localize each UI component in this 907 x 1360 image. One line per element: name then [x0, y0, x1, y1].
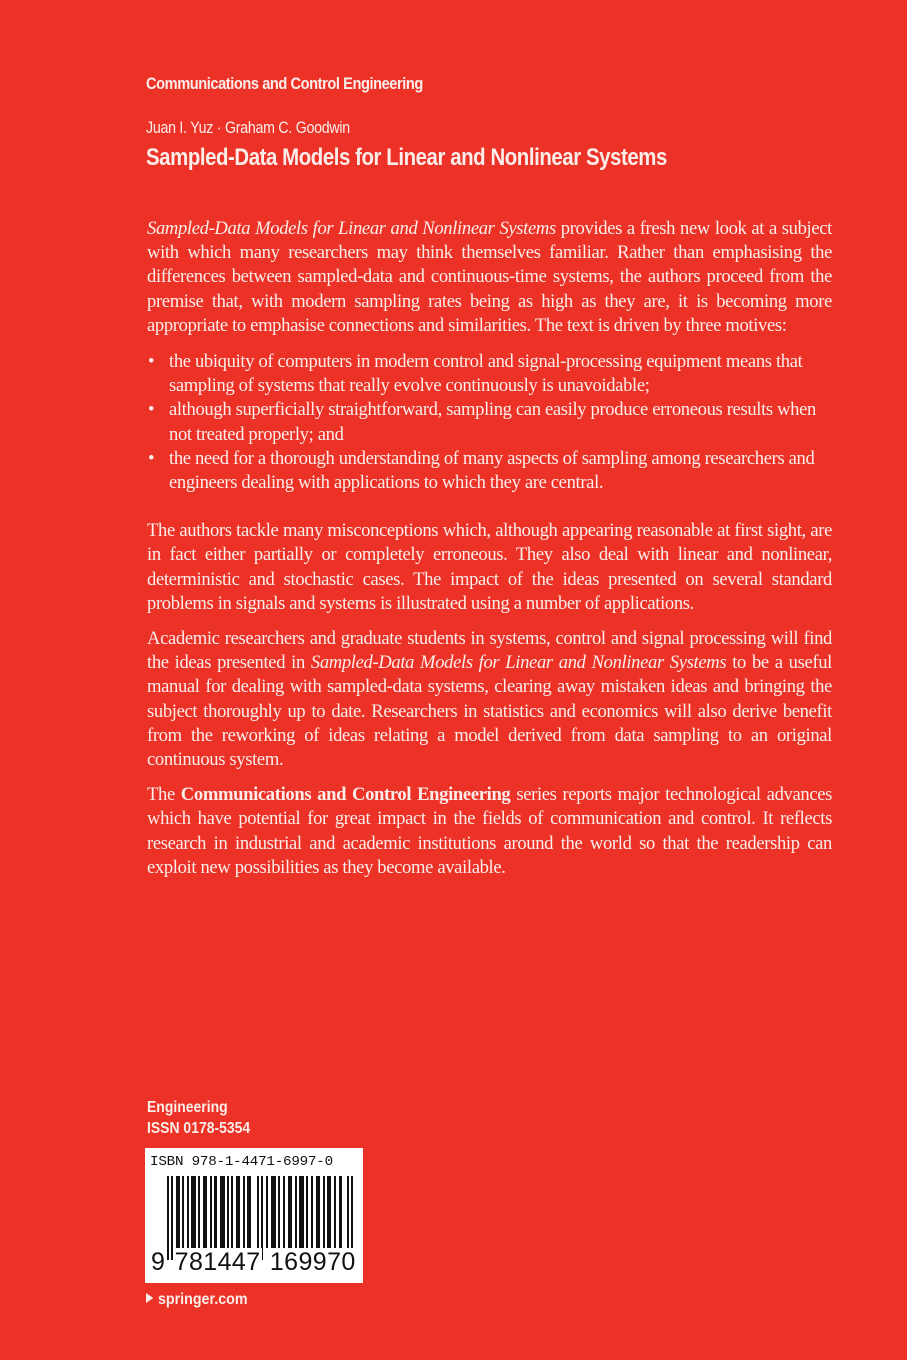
subject-category: Engineering — [147, 1099, 228, 1116]
audience-paragraph: Academic researchers and graduate students in systems, control and signal processing will find the ideas presented in Sampled-Data Models for Linear and Nonlinear Systems to be a useful manual for dealing with sampled-data systems, clearing away mistaken ideas and bringing the subject thoroughly up to date. Researchers in statistics and economics will also derive benefit from the reworking of ideas relating a model derived from data sampling to an original continuous system. — [147, 628, 832, 771]
list-item: • the need for a thorough understanding of many aspects of sampling among researchers and engineers dealing with applications to which they are central. — [148, 447, 815, 494]
issn: ISSN 0178-5354 — [147, 1120, 251, 1137]
series-name: Communications and Control Engineering — [146, 74, 423, 93]
authors: Juan I. Yuz · Graham C. Goodwin — [146, 119, 350, 137]
misconceptions-paragraph: The authors tackle many misconceptions which, although appearing reasonable at first sight, are in fact either partially or completely erroneous. They also deal with linear and nonlinear, deterministic and stochastic cases. The impact of the ideas presented on several standard problems in signals and systems is illustrated using a number of applications. — [147, 520, 832, 614]
book-title: Sampled-Data Models for Linear and Nonlinear Systems — [146, 144, 667, 171]
bullet-icon: • — [148, 351, 155, 373]
bullet-icon: • — [148, 447, 155, 469]
ean-digits: 9 781447 169970 — [151, 1248, 356, 1276]
book-title-italic: Sampled-Data Models for Linear and Nonlinear Systems — [310, 652, 727, 674]
list-item: • although superficially straightforward, sampling can easily produce erroneous results when not treated properly; and — [148, 399, 816, 445]
series-name-bold: Communications and Control Engineering — [180, 784, 511, 806]
motives-list — [147, 350, 832, 495]
publisher-link[interactable] — [146, 1291, 248, 1309]
intro-paragraph: Sampled-Data Models for Linear and Nonlinear Systems provides a fresh new look at a subject with which many researchers may think themselves familiar. Rather than emphasising the differences between sampled-data and continuous-time systems, the authors proceed from the premise that, with modern sampling rates being as high as they are, it is becoming more appropriate to emphasise connections and similarities. The text is driven by three motives: — [147, 218, 832, 336]
subject-info — [147, 1097, 250, 1139]
book-title-italic: Sampled-Data Models for Linear and Nonlinear Systems — [147, 218, 556, 239]
play-triangle-icon — [146, 1293, 153, 1303]
series-paragraph: The Communications and Control Engineering series reports major technological advances which have potential for great impact in the fields of communication and control. It reflects research in industrial and academic institutions around the world so that the readership can exploit new possibilities as they become available. — [147, 784, 833, 878]
publisher-url[interactable]: springer.com — [157, 1291, 248, 1308]
isbn-barcode — [145, 1148, 363, 1283]
isbn-label: ISBN 978-1-4471-6997-0 — [150, 1154, 333, 1170]
list-item: • the ubiquity of computers in modern control and signal-processing equipment means that sampling of systems that really evolve continuously is unavoidable; — [148, 351, 803, 397]
blurb — [147, 217, 832, 880]
bullet-icon: • — [148, 399, 155, 421]
